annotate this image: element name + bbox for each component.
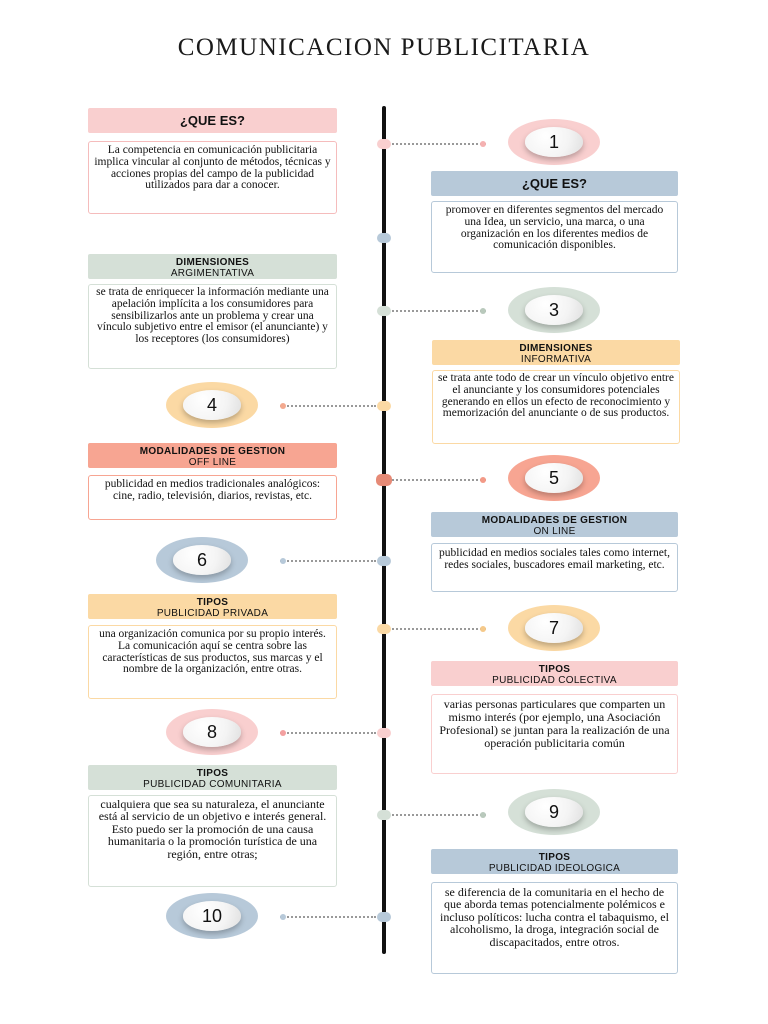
item-0-connector	[392, 143, 486, 145]
item-1-header: ¿QUE ES?	[431, 171, 678, 196]
item-7-connector	[392, 628, 486, 630]
item-7-header-subtitle: PUBLICIDAD COLECTIVA	[492, 675, 617, 686]
step-circle-7	[508, 605, 600, 651]
item-2-header-title: DIMENSIONES	[175, 257, 250, 268]
item-3-header-title: DIMENSIONES	[519, 343, 593, 354]
item-7-header-title: TIPOS	[538, 664, 571, 675]
item-5-header-title: MODALIDADES DE GESTION	[481, 515, 628, 526]
item-9-connector	[392, 814, 486, 816]
item-9-header-title: TIPOS	[538, 852, 571, 863]
item-2-header	[88, 254, 337, 279]
item-6-header	[88, 594, 337, 619]
item-5-header-subtitle: ON LINE	[533, 526, 576, 537]
step-circle-9	[508, 789, 600, 835]
item-2-header-subtitle: ARGIMENTATIVA	[170, 268, 255, 279]
item-8-header-title: TIPOS	[196, 768, 229, 779]
item-10-connector	[280, 916, 376, 918]
item-6-header-title: TIPOS	[196, 597, 229, 608]
item-3-header	[432, 340, 680, 365]
item-6-connector	[280, 560, 376, 562]
item-3-header-subtitle: INFORMATIVA	[520, 354, 592, 365]
step-number-7: 7	[525, 613, 584, 642]
item-7-text: varias personas particulares que comparten un mismo interés (por ejemplo, una Asociación Profesional) se juntan para la realización de una operación publicitaria común	[431, 694, 678, 774]
step-circle-8	[166, 709, 258, 755]
item-5-connector	[392, 479, 486, 481]
timeline-dot-2	[377, 233, 391, 243]
item-9-header-subtitle: PUBLICIDAD IDEOLOGICA	[488, 863, 621, 874]
step-number-8: 8	[183, 717, 242, 746]
item-0-text: La competencia en comunicación publicitaria implica vincular al conjunto de métodos, técnicas y acciones propias del campo de la publicidad utilizados para dar a conocer.	[88, 141, 337, 214]
item-4-connector	[280, 405, 376, 407]
timeline-dot-1	[377, 139, 391, 149]
page-title: COMUNICACION PUBLICITARIA	[177, 34, 591, 61]
step-number-9: 9	[525, 797, 584, 826]
step-circle-3	[508, 287, 600, 333]
item-0-header: ¿QUE ES?	[88, 108, 337, 133]
item-8-connector	[280, 732, 376, 734]
item-2-connector	[392, 310, 486, 312]
timeline-dot-5	[376, 474, 392, 486]
item-3-text: se trata ante todo de crear un vínculo objetivo entre el anunciante y los consumidores potenciales generando en ellos un efecto de reconocimiento y memorización del anunciante o de sus productos.	[432, 370, 680, 444]
item-4-header-subtitle: OFF LINE	[188, 457, 237, 468]
step-number-6: 6	[173, 545, 232, 574]
item-4-header-title: MODALIDADES DE GESTION	[139, 446, 286, 457]
timeline-dot-8	[377, 728, 391, 738]
item-6-text: una organización comunica por su propio interés. La comunicación aquí se centra sobre las características de sus productos, sus marcas y el nombre de la organización, entre otras.	[88, 625, 337, 699]
timeline-dot-6	[377, 556, 391, 566]
item-8-text: cualquiera que sea su naturaleza, el anunciante está al servicio de un objetivo e interés general. Esto puedo ser la promoción de una causa humanitaria o la promoción turística de una región, entre otras;	[88, 795, 337, 887]
timeline-dot-10	[377, 912, 391, 922]
timeline-dot-9	[377, 810, 391, 820]
step-circle-6	[156, 537, 248, 583]
timeline-dot-7	[377, 624, 391, 634]
item-5-text: publicidad en medios sociales tales como internet, redes sociales, buscadores email marketing, etc.	[431, 543, 678, 592]
timeline-dot-4	[377, 401, 391, 411]
step-number-10: 10	[183, 901, 242, 930]
item-2-text: se trata de enriquecer la información mediante una apelación implícita a los consumidores para sensibilizarlos ante un problema y crear una vínculo subjetivo entre el emisor (el anunciante) y los receptores (los consumidores)	[88, 284, 337, 369]
step-number-4: 4	[183, 390, 242, 419]
step-number-3: 3	[525, 295, 584, 324]
step-circle-5	[508, 455, 600, 501]
item-5-header	[431, 512, 678, 537]
item-6-header-subtitle: PUBLICIDAD PRIVADA	[156, 608, 269, 619]
step-circle-10	[166, 893, 258, 939]
step-circle-1	[508, 119, 600, 165]
step-number-1: 1	[525, 127, 584, 156]
item-4-text: publicidad en medios tradicionales analógicos: cine, radio, televisión, diarios, revistas, etc.	[88, 475, 337, 520]
item-4-header	[88, 443, 337, 468]
item-1-text: promover en diferentes segmentos del mercado una Idea, un servicio, una marca, o una organización en los diferentes medios de comunicación disponibles.	[431, 201, 678, 273]
step-circle-4	[166, 382, 258, 428]
timeline-dot-3	[377, 306, 391, 316]
item-8-header-subtitle: PUBLICIDAD COMUNITARIA	[143, 779, 282, 790]
item-7-header	[431, 661, 678, 686]
item-8-header	[88, 765, 337, 790]
item-9-text: se diferencia de la comunitaria en el hecho de que aborda temas potencialmente polémicos e incluso políticos: lucha contra el tabaquismo, el alcoholismo, la droga, integración social de discapacitados, entre otros.	[431, 882, 678, 974]
item-9-header	[431, 849, 678, 874]
step-number-5: 5	[525, 463, 584, 492]
